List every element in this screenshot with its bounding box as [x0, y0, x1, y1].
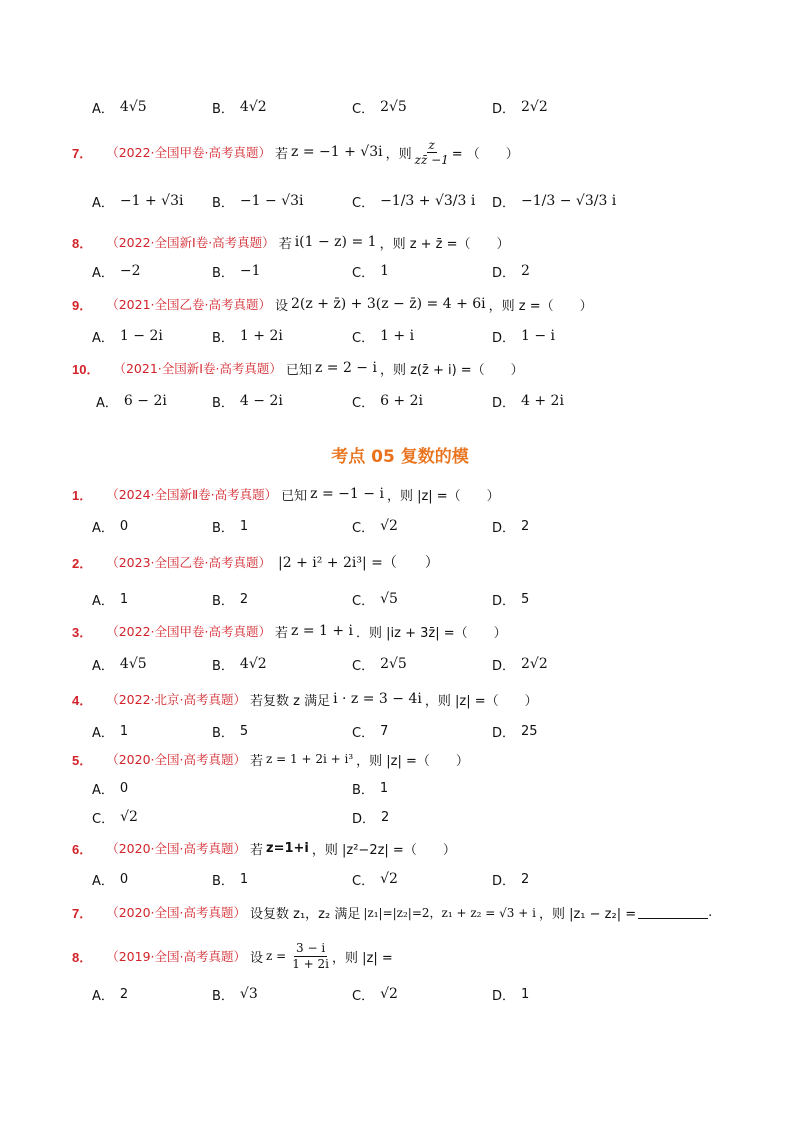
option-d[interactable]: D． 2√2 [492, 656, 548, 674]
question-s7 [72, 896, 712, 928]
option-b[interactable]: B． 4√2 [212, 656, 267, 674]
question-stem: 若 z = 1 + 2i + i³ ，则 |z| =（ ） [250, 752, 469, 769]
question-9-options [0, 321, 800, 351]
question-number: 2． [72, 555, 93, 571]
option-c[interactable]: C． 7 [352, 723, 389, 741]
question-s2 [72, 546, 442, 578]
option-b[interactable]: B． 1 [352, 780, 389, 798]
option-a[interactable]: A． 1 [92, 591, 129, 609]
question-stem: 若 i(1 − z) = 1 ，则 z + z̄ =（ ） [278, 234, 510, 252]
question-s5-options-row1 [0, 773, 800, 803]
option-c[interactable]: C． 2√5 [352, 99, 407, 117]
question-stem: 若 z = −1 + √3i ，则 $\frac{z}{zz̄ -1}$ = （ ） [275, 137, 519, 167]
question-number: 8． [72, 949, 93, 965]
question-source: （2020·全国·高考真题） [106, 841, 246, 856]
option-c[interactable]: C． 1 [352, 263, 389, 281]
question-source: （2022·全国甲卷·高考真题） [106, 145, 271, 160]
question-number: 5． [72, 752, 93, 768]
option-a[interactable]: A． 0 [92, 871, 129, 889]
question-stem: 设 2(z + z̄) + 3(z − z̄) = 4 + 6i ，则 z =（ ） [275, 296, 593, 314]
question-source: （2024·全国新Ⅱ卷·高考真题） [106, 487, 278, 502]
question-8 [72, 226, 510, 258]
question-10 [72, 352, 524, 384]
option-b[interactable]: B． 1 [212, 518, 249, 536]
option-d[interactable]: D． 25 [492, 723, 538, 741]
option-c[interactable]: C． 1 + i [352, 328, 415, 346]
section-title: 考点 05 复数的模 [331, 447, 469, 467]
question-s8 [72, 936, 393, 976]
option-d[interactable]: D． 1 [492, 986, 530, 1004]
option-a[interactable]: A． −1 + √3i [92, 193, 184, 211]
question-s5-options-row2 [0, 802, 800, 832]
question-source: （2020·全国·高考真题） [106, 905, 246, 920]
fraction: $\frac{z}{zz̄ -1}$ [414, 137, 449, 167]
option-a[interactable]: A． 1 [92, 723, 129, 741]
answer-blank[interactable] [638, 906, 708, 919]
question-number: 7． [72, 905, 93, 921]
question-s1-options [0, 511, 800, 541]
question-number: 6． [72, 841, 93, 857]
question-s4 [72, 683, 538, 715]
question-source: （2022·全国新Ⅰ卷·高考真题） [106, 235, 275, 250]
question-9 [72, 288, 593, 320]
fraction: $\frac{3 - i}{1 + 2i}$ [292, 940, 330, 971]
question-number: 3． [72, 624, 93, 640]
question-number: 4． [72, 692, 93, 708]
question-s6 [72, 832, 456, 864]
option-b[interactable]: B． 5 [212, 723, 249, 741]
option-d[interactable]: D． 5 [492, 591, 530, 609]
option-c[interactable]: C． √2 [92, 809, 138, 827]
option-c[interactable]: C． √5 [352, 591, 398, 609]
question-number: 10． [72, 361, 100, 377]
option-d[interactable]: D． 2 [492, 263, 530, 281]
option-c[interactable]: C． √2 [352, 871, 398, 889]
question-7-options [0, 186, 800, 216]
question-s4-options [0, 716, 800, 746]
question-source: （2021·全国乙卷·高考真题） [106, 297, 271, 312]
question-stem: 已知 z = 2 − i ，则 z(z̄ + i) =（ ） [285, 360, 524, 378]
question-stem: 已知 z = −1 − i ，则 |z| =（ ） [281, 486, 500, 504]
question-number: 8． [72, 235, 93, 251]
option-b[interactable]: B． 4 − 2i [212, 393, 283, 411]
question-s6-options [0, 864, 800, 894]
option-a[interactable]: A． 4√5 [92, 99, 147, 117]
option-d[interactable]: D． −1/3 − √3/3 i [492, 193, 617, 211]
option-b[interactable]: B． 2 [212, 591, 249, 609]
option-d[interactable]: D． 2 [492, 871, 530, 889]
question-stem: |2 + i² + 2i³| =（ ） [278, 555, 439, 571]
question-s2-options [0, 584, 800, 614]
question-source: （2020·全国·高考真题） [106, 752, 246, 767]
option-a[interactable]: A． 0 [92, 780, 129, 798]
option-d[interactable]: D． 2 [492, 518, 530, 536]
option-b[interactable]: B． 4√2 [212, 99, 267, 117]
question-source: （2023·全国乙卷·高考真题） [106, 555, 271, 570]
option-b[interactable]: B． 1 + 2i [212, 328, 283, 346]
question-stem: 设 z = $\frac{3 - i}{1 + 2i}$ ，则 |z| = [250, 940, 393, 971]
option-c[interactable]: C． 6 + 2i [352, 393, 424, 411]
option-c[interactable]: C． √2 [352, 518, 398, 536]
option-a[interactable]: A． 1 − 2i [92, 328, 163, 346]
option-b[interactable]: B． −1 − √3i [212, 193, 304, 211]
question-stem: 设复数 z₁，z₂ 满足 |z₁|=|z₂|=2，z₁ + z₂ = √3 + i ，则 |z₁ − z₂| = . [250, 904, 713, 922]
option-b[interactable]: B． √3 [212, 986, 258, 1004]
question-source: （2022·北京·高考真题） [106, 692, 246, 707]
option-c[interactable]: C． −1/3 + √3/3 i [352, 193, 476, 211]
option-a[interactable]: A． 2 [92, 986, 129, 1004]
question-stem: 若 z = 1 + i ．则 |iz + 3z̄| =（ ） [275, 623, 507, 641]
option-a[interactable]: A． 0 [92, 518, 129, 536]
question-source: （2019·全国·高考真题） [106, 949, 246, 964]
question-10-options [0, 386, 800, 416]
option-c[interactable]: C． √2 [352, 986, 398, 1004]
question-s5 [72, 743, 469, 775]
question-s3 [72, 615, 507, 647]
option-d[interactable]: D． 2 [352, 809, 390, 827]
question-s3-options [0, 649, 800, 679]
option-b[interactable]: B． 1 [212, 871, 249, 889]
question-source: （2021·全国新Ⅰ卷·高考真题） [113, 361, 282, 376]
option-a[interactable]: A． 6 − 2i [96, 393, 167, 411]
question-7 [72, 135, 519, 169]
top-options-row [0, 92, 800, 122]
question-s8-options [0, 979, 800, 1009]
question-s1 [72, 478, 500, 510]
option-d[interactable]: D． 2√2 [492, 99, 548, 117]
option-a[interactable]: A． −2 [92, 263, 141, 281]
option-b[interactable]: B． −1 [212, 263, 261, 281]
option-c[interactable]: C． 2√5 [352, 656, 407, 674]
option-d[interactable]: D． 1 − i [492, 328, 556, 346]
question-stem: 若 z=1+i ，则 |z²−2z| =（ ） [250, 840, 456, 858]
question-number: 9． [72, 297, 93, 313]
question-8-options [0, 256, 800, 286]
option-a[interactable]: A． 4√5 [92, 656, 147, 674]
question-source: （2022·全国甲卷·高考真题） [106, 624, 271, 639]
question-stem: 若复数 z 满足 i · z = 3 − 4i ，则 |z| =（ ） [250, 691, 538, 709]
option-d[interactable]: D． 4 + 2i [492, 393, 564, 411]
question-number: 7． [72, 145, 93, 161]
question-number: 1． [72, 487, 93, 503]
